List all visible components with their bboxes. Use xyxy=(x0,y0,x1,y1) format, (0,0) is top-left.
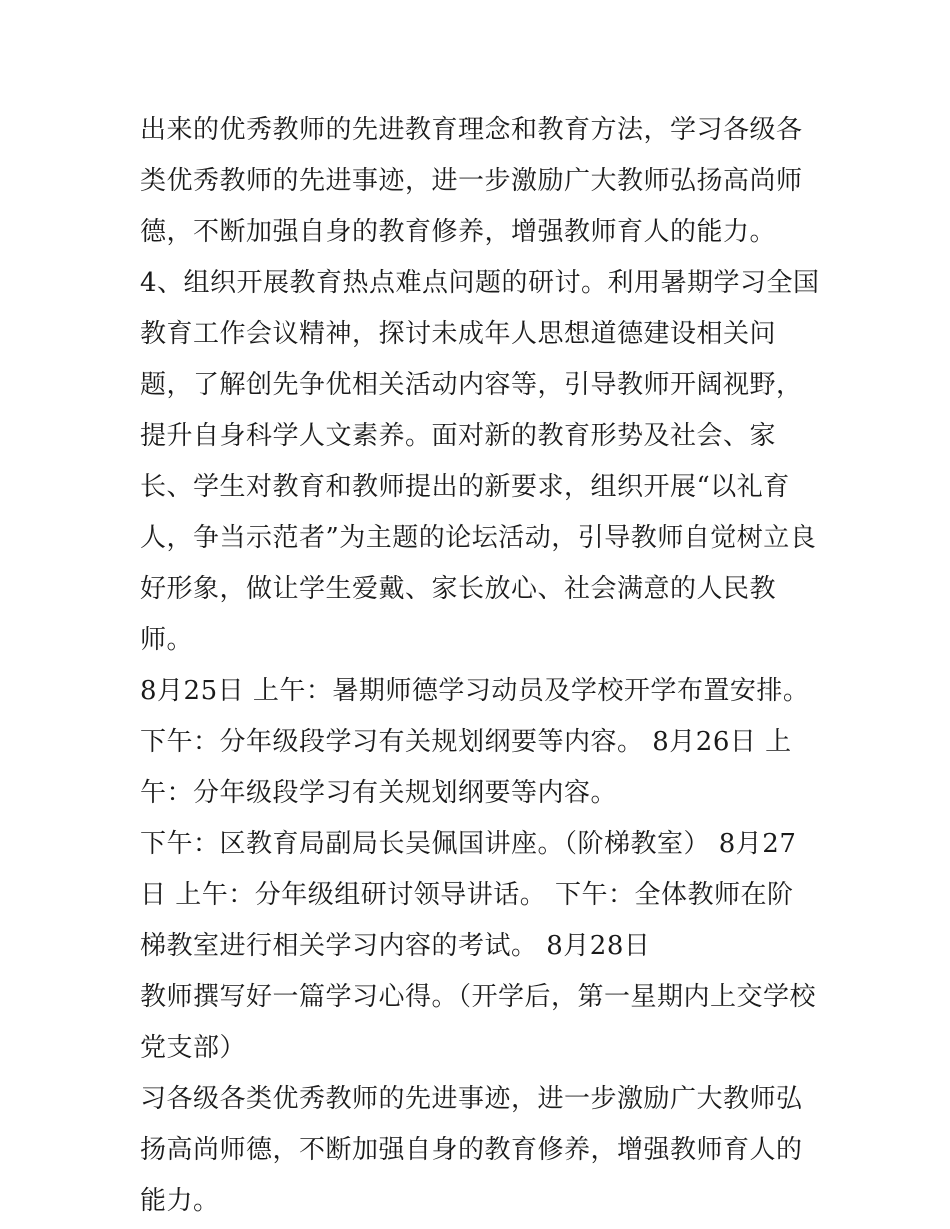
paragraph-schedule-aug-25-26: 8月25日 上午：暑期师德学习动员及学校开学布置安排。 下午：分年级段学习有关规划纲要等内容。 8月26日 上午：分年级段学习有关规划纲要等内容。 xyxy=(140,676,810,808)
paragraph-learning-report: 教师撰写好一篇学习心得。（开学后，第一星期内上交学校党支部） xyxy=(140,982,817,1063)
document-body xyxy=(140,105,820,1227)
paragraph-hot-topics-seminar: 4、组织开展教育热点难点问题的研讨。利用暑期学习全国教育工作会议精神，探讨未成年人思想道德建设相关问题，了解创先争优相关活动内容等，引导教师开阔视野，提升自身科学人文素养。面对新的教育形势及社会、家长、学生对教育和教师提出的新要求，组织开展“以礼育人，争当示范者”为主题的论坛活动，引导教师自觉树立良好形象，做让学生爱戴、家长放心、社会满意的人民教师。 xyxy=(140,268,820,655)
paragraph-closing: 习各级各类优秀教师的先进事迹，进一步激励广大教师弘扬高尚师德，不断加强自身的教育修养，增强教师育人的能力。 xyxy=(140,1084,803,1216)
paragraph-teacher-learning: 出来的优秀教师的先进教育理念和教育方法，学习各级各类优秀教师的先进事迹，进一步激励广大教师弘扬高尚师德，不断加强自身的教育修养，增强教师育人的能力。 xyxy=(140,115,803,247)
paragraph-schedule-aug-27-28: 下午：区教育局副局长吴佩国讲座。（阶梯教室） 8月27日 上午：分年级组研讨领导讲话。 下午：全体教师在阶梯教室进行相关学习内容的考试。 8月28日 xyxy=(140,829,797,961)
